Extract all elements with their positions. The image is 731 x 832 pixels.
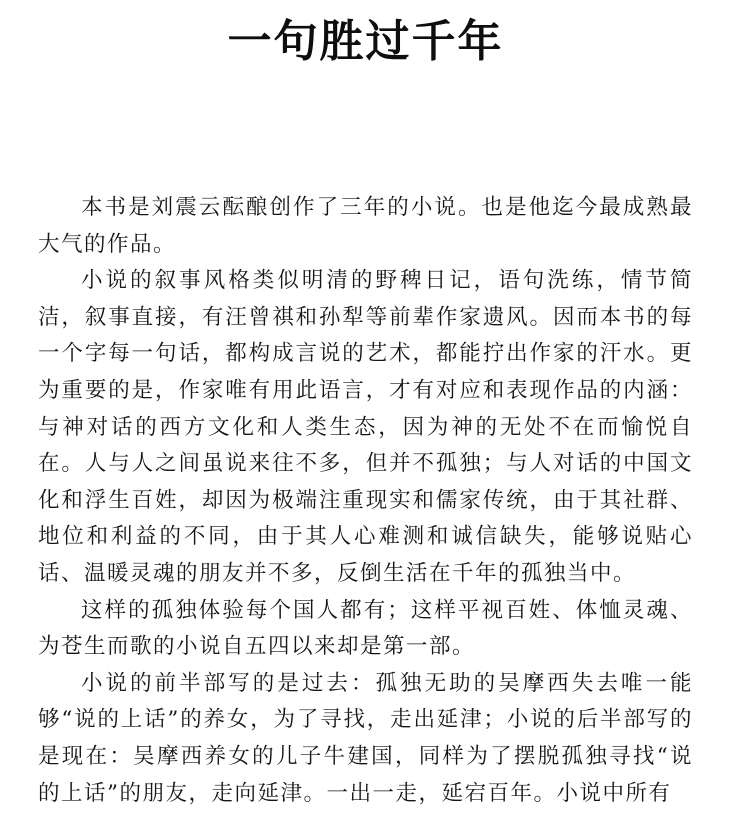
paragraph-1: 本书是刘震云酝酿创作了三年的小说。也是他迄今最成熟最大气的作品。 <box>38 195 693 257</box>
paragraph-4: 小说的前半部写的是过去：孤独无助的吴摩西失去唯一能够“说的上话”的养女，为了寻找，走出延津；小说的后半部写的是现在：吴摩西养女的儿子牛建国，同样为了摆脱孤独寻找“说的上话”的朋友，走向延津。一出一走，延宕百年。小说中所有 <box>38 670 693 806</box>
paragraph-2: 小说的叙事风格类似明清的野稗日记，语句洗练，情节简洁，叙事直接，有汪曾祺和孙犁等前辈作家遗风。因而本书的每一个字每一句话，都构成言说的艺术，都能拧出作家的汗水。更为重要的是，作家唯有用此语言，才有对应和表现作品的内涵：与神对话的西方文化和人类生态，因为神的无处不在而愉悦自在。人与人之间虽说来往不多，但并不孤独；与人对话的中国文化和浮生百姓，却因为极端注重现实和儒家传统，由于其社群、地位和利益的不同，由于其人心难测和诚信缺失，能够说贴心话、温暖灵魂的朋友并不多，反倒生活在千年的孤独当中。 <box>38 268 693 586</box>
paragraph-3: 这样的孤独体验每个国人都有；这样平视百姓、体恤灵魂、为苍生而歌的小说自五四以来却是第一部。 <box>38 597 693 660</box>
document-body <box>38 190 693 812</box>
page-title: 一句胜过千年 <box>227 16 504 67</box>
